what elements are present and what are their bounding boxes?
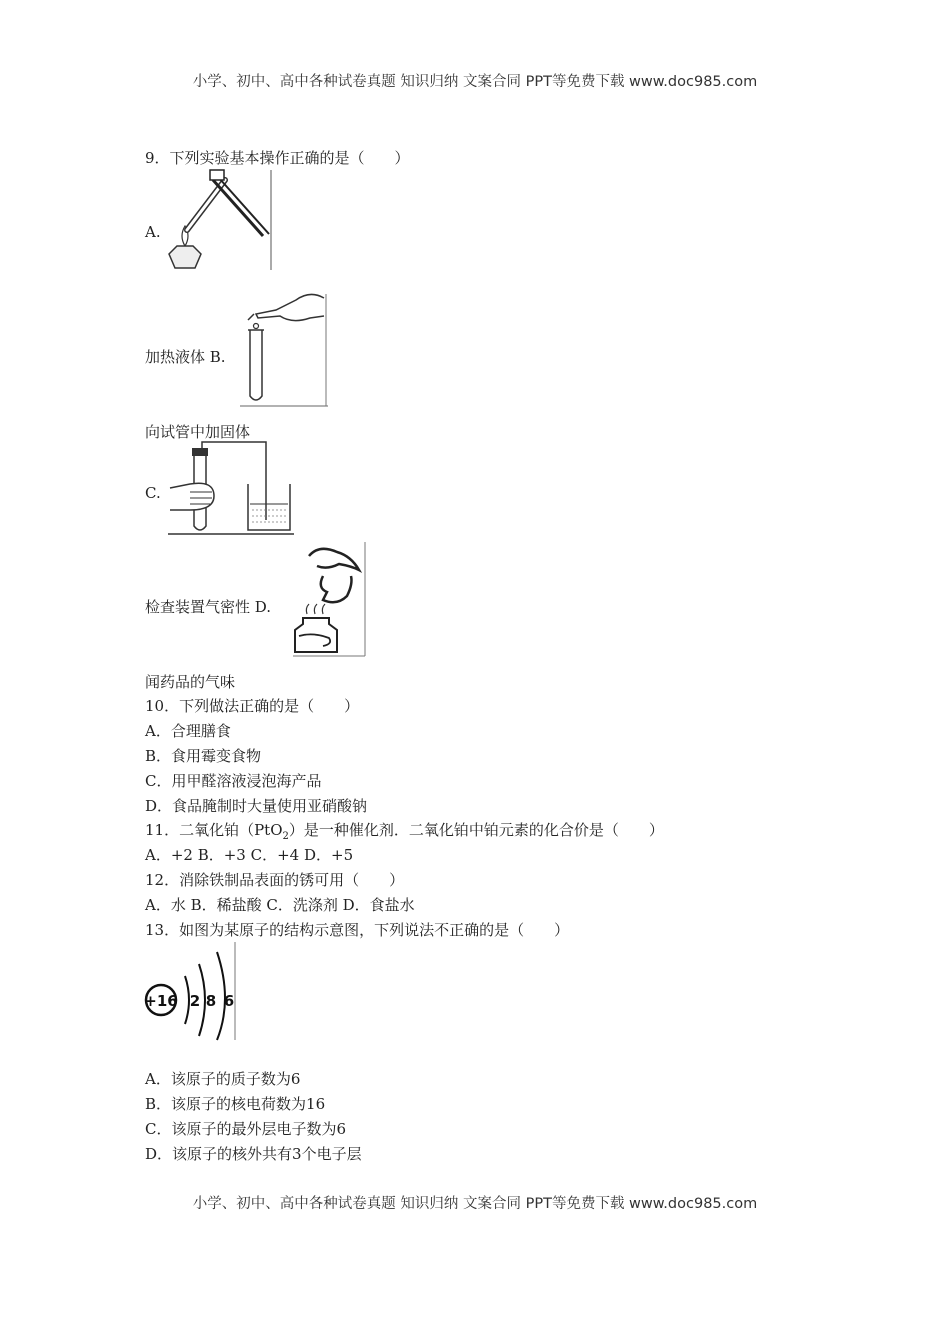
q13-option-d: D．该原子的核外共有3个电子层 [145,1145,362,1163]
q9-stem: 9．下列实验基本操作正确的是（ ） [145,149,410,167]
page-footer: 小学、初中、高中各种试卷真题 知识归纳 文案合同 PPT等免费下载 www.doc985.com [192,1196,758,1212]
page-header: 小学、初中、高中各种试卷真题 知识归纳 文案合同 PPT等免费下载 www.doc985.com [192,74,758,90]
q11-options: A．+2 B．+3 C．+4 D．+5 [145,846,354,864]
q12-options: A．水 B．稀盐酸 C．洗涤剂 D．食盐水 [145,896,415,914]
q9-option-b-line: 加热液体 B. [145,348,226,366]
smell-drug-figure [293,540,369,658]
q9-option-d-caption: 闻药品的气味 [145,673,236,691]
q10-option-d: D．食品腌制时大量使用亚硝酸钠 [145,797,368,815]
q9-option-d-line: 检查装置气密性 D. [145,598,272,616]
nucleus-charge-label: +16 [144,992,178,1010]
q12-stem: 12．消除铁制品表面的锈可用（ ） [145,871,405,889]
q11-stem [145,819,664,842]
shell2-electrons: 8 [205,992,217,1010]
q13-option-c: C．该原子的最外层电子数为6 [145,1120,347,1138]
q10-stem: 10．下列做法正确的是（ ） [145,697,360,715]
atom-structure-diagram [143,940,239,1042]
q11-stem-post: ）是一种催化剂．二氧化铂中铂元素的化合价是（ ） [288,821,664,839]
q10-option-a: A．合理膳食 [145,722,231,740]
shell3-electrons: 6 [223,992,235,1010]
q13-stem: 13．如图为某原子的结构示意图，下列说法不正确的是（ ） [145,921,570,939]
q9-option-a-label: A. [145,223,161,241]
q11-stem-pre: 11．二氧化铂（PtO [145,821,283,839]
q13-option-b: B．该原子的核电荷数为16 [145,1095,326,1113]
shell1-electrons: 2 [189,992,201,1010]
q10-option-b: B．食用霉变食物 [145,747,262,765]
q11-stem-sub: 2 [282,831,289,842]
q9-option-c-pre: 向试管中加固体 [145,423,251,441]
q10-option-c: C．用甲醛溶液浸泡海产品 [145,772,322,790]
q13-option-a: A．该原子的质子数为6 [145,1070,301,1088]
add-solid-figure [240,290,330,408]
airtightness-figure [168,440,296,538]
q9-option-c-label: C. [145,484,161,502]
heating-liquid-figure [165,168,275,272]
